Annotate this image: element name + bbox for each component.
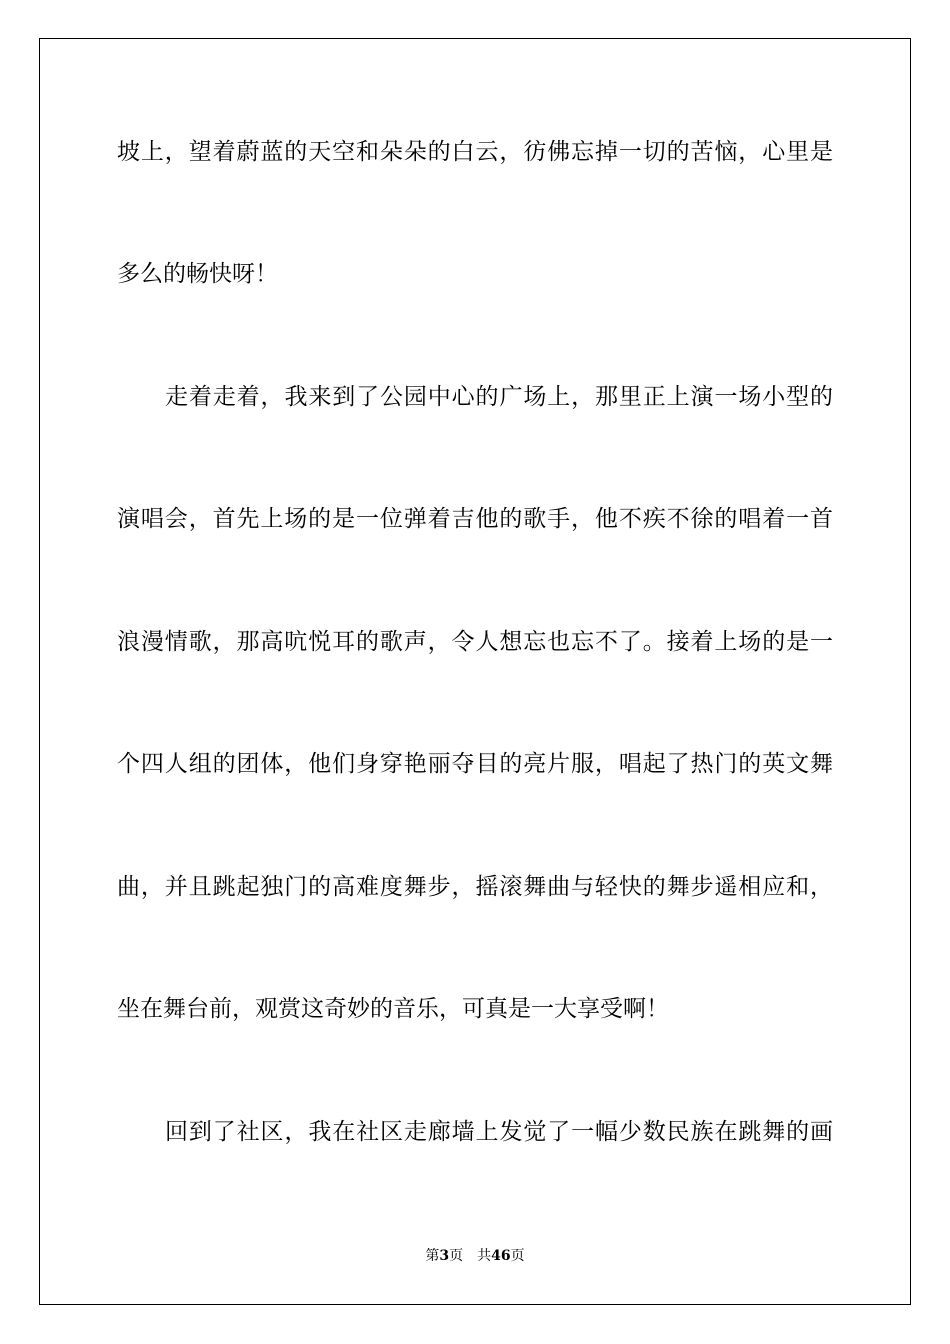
footer-page-prefix: 第 <box>425 1248 440 1264</box>
footer-total-prefix: 共 <box>477 1248 492 1264</box>
paragraph-line-8: 坐在舞台前，观赏这奇妙的音乐，可真是一大享受啊！ <box>117 996 669 1022</box>
paragraph-line-1: 坡上，望着蔚蓝的天空和朵朵的白云，彷佛忘掉一切的苦恼，心里是 <box>117 139 833 165</box>
footer-total-suffix: 页 <box>510 1248 525 1264</box>
paragraph-line-6: 个四人组的团体，他们身穿艳丽夺目的亮片服，唱起了热门的英文舞 <box>117 751 833 777</box>
footer-page-number: 3 <box>439 1248 450 1264</box>
page-footer <box>0 1244 950 1268</box>
footer-total-pages: 46 <box>491 1248 511 1264</box>
paragraph-line-3: 走着走着，我来到了公园中心的广场上，那里正上演一场小型的 <box>165 384 833 410</box>
footer-page-suffix: 页 <box>449 1248 464 1264</box>
paragraph-line-2: 多么的畅快呀！ <box>117 261 278 287</box>
paragraph-line-7: 曲，并且跳起独门的高难度舞步，摇滚舞曲与轻快的舞步遥相应和， <box>117 874 833 900</box>
paragraph-line-5: 浪漫情歌，那高吭悦耳的歌声，令人想忘也忘不了。接着上场的是一 <box>117 629 833 655</box>
paragraph-line-4: 演唱会，首先上场的是一位弹着吉他的歌手，他不疾不徐的唱着一首 <box>117 506 833 532</box>
paragraph-line-9: 回到了社区，我在社区走廊墙上发觉了一幅少数民族在跳舞的画 <box>165 1119 833 1145</box>
